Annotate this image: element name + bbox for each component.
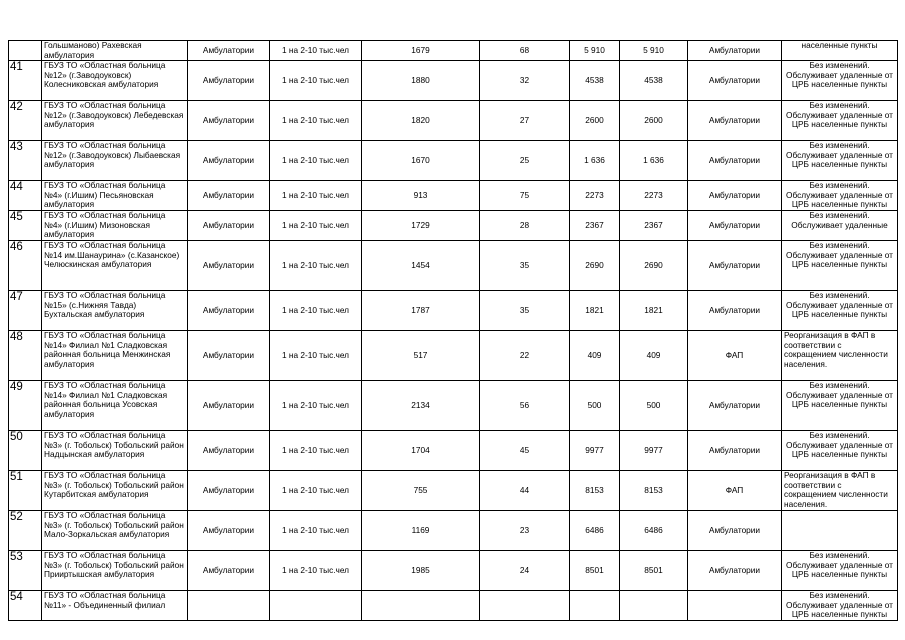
norm-cell: 1 на 2-10 тыс.чел — [270, 101, 362, 141]
value-1-cell: 8153 — [570, 471, 620, 511]
table-row — [9, 471, 898, 511]
facility-type-cell: Амбулатории — [188, 331, 270, 381]
distance-cell: 35 — [480, 241, 570, 291]
value-1-cell: 1 636 — [570, 141, 620, 181]
norm-cell: 1 на 2-10 тыс.чел — [270, 141, 362, 181]
distance-cell — [480, 591, 570, 621]
organization-cell: ГБУЗ ТО «Областная больница №12» (г.Заводоуковск) Лыбаевская амбулатория — [42, 141, 188, 181]
new-type-cell: Амбулатории — [688, 431, 782, 471]
facility-type-cell: Амбулатории — [188, 211, 270, 241]
value-2-cell: 5 910 — [620, 41, 688, 61]
facility-type-cell: Амбулатории — [188, 41, 270, 61]
organization-cell: ГБУЗ ТО «Областная больница №11» - Объединенный филиал — [42, 591, 188, 621]
norm-cell — [270, 591, 362, 621]
organization-cell: ГБУЗ ТО «Областная больница №3» (г. Тобольск) Тобольский район Прииртышская амбулатория — [42, 551, 188, 591]
population-cell — [362, 591, 480, 621]
table-row — [9, 41, 898, 61]
new-type-cell: ФАП — [688, 331, 782, 381]
row-number: 46 — [9, 241, 42, 291]
population-cell: 1729 — [362, 211, 480, 241]
value-2-cell: 2273 — [620, 181, 688, 211]
population-cell: 1454 — [362, 241, 480, 291]
note-cell: Реорганизация в ФАП в соответствии с сокращением численности населения. — [782, 331, 898, 381]
norm-cell: 1 на 2-10 тыс.чел — [270, 511, 362, 551]
population-cell: 1787 — [362, 291, 480, 331]
norm-cell: 1 на 2-10 тыс.чел — [270, 551, 362, 591]
norm-cell: 1 на 2-10 тыс.чел — [270, 41, 362, 61]
norm-cell: 1 на 2-10 тыс.чел — [270, 471, 362, 511]
row-number: 49 — [9, 381, 42, 431]
row-number — [9, 41, 42, 61]
organization-cell: ГБУЗ ТО «Областная больница №14 им.Шанаурина» (с.Казанское) Челюскинская амбулатория — [42, 241, 188, 291]
note-cell: Без изменений. Обслуживает удаленные от ЦРБ населенные пункты — [782, 181, 898, 211]
facility-type-cell: Амбулатории — [188, 431, 270, 471]
distance-cell: 23 — [480, 511, 570, 551]
note-cell: Без изменений. Обслуживает удаленные от ЦРБ населенные пункты — [782, 291, 898, 331]
table-row — [9, 331, 898, 381]
value-1-cell: 9977 — [570, 431, 620, 471]
value-2-cell: 2690 — [620, 241, 688, 291]
distance-cell: 27 — [480, 101, 570, 141]
new-type-cell: Амбулатории — [688, 141, 782, 181]
table-row — [9, 241, 898, 291]
note-cell: Реорганизация в ФАП в соответствии с сокращением численности населения. — [782, 471, 898, 511]
note-cell: Без изменений. Обслуживает удаленные от ЦРБ населенные пункты — [782, 381, 898, 431]
population-cell: 755 — [362, 471, 480, 511]
new-type-cell: Амбулатории — [688, 181, 782, 211]
new-type-cell: Амбулатории — [688, 211, 782, 241]
norm-cell: 1 на 2-10 тыс.чел — [270, 291, 362, 331]
facility-type-cell: Амбулатории — [188, 381, 270, 431]
note-cell: Без изменений. Обслуживает удаленные от ЦРБ населенные пункты — [782, 101, 898, 141]
note-cell: Без изменений. Обслуживает удаленные от ЦРБ населенные пункты — [782, 551, 898, 591]
value-1-cell: 2690 — [570, 241, 620, 291]
value-2-cell: 6486 — [620, 511, 688, 551]
row-number: 53 — [9, 551, 42, 591]
organization-cell: ГБУЗ ТО «Областная больница №12» (г.Заводоуковск) Колесниковская амбулатория — [42, 61, 188, 101]
distance-cell: 28 — [480, 211, 570, 241]
distance-cell: 45 — [480, 431, 570, 471]
facility-type-cell: Амбулатории — [188, 181, 270, 211]
distance-cell: 68 — [480, 41, 570, 61]
facility-type-cell: Амбулатории — [188, 241, 270, 291]
value-1-cell: 6486 — [570, 511, 620, 551]
new-type-cell: Амбулатории — [688, 291, 782, 331]
row-number: 50 — [9, 431, 42, 471]
distance-cell: 32 — [480, 61, 570, 101]
value-2-cell: 8501 — [620, 551, 688, 591]
norm-cell: 1 на 2-10 тыс.чел — [270, 431, 362, 471]
table-row — [9, 291, 898, 331]
distance-cell: 75 — [480, 181, 570, 211]
new-type-cell: Амбулатории — [688, 551, 782, 591]
population-cell: 1985 — [362, 551, 480, 591]
row-number: 45 — [9, 211, 42, 241]
facility-type-cell: Амбулатории — [188, 511, 270, 551]
distance-cell: 44 — [480, 471, 570, 511]
value-2-cell: 2600 — [620, 101, 688, 141]
table-row — [9, 431, 898, 471]
value-2-cell: 2367 — [620, 211, 688, 241]
norm-cell: 1 на 2-10 тыс.чел — [270, 241, 362, 291]
facility-type-cell: Амбулатории — [188, 291, 270, 331]
note-cell: Без изменений. Обслуживает удаленные от ЦРБ населенные пункты — [782, 141, 898, 181]
new-type-cell: Амбулатории — [688, 101, 782, 141]
population-cell: 2134 — [362, 381, 480, 431]
value-2-cell: 9977 — [620, 431, 688, 471]
organization-cell: ГБУЗ ТО «Областная больница №15» (с.Нижняя Тавда) Бухтальская амбулатория — [42, 291, 188, 331]
facility-type-cell: Амбулатории — [188, 141, 270, 181]
value-2-cell: 8153 — [620, 471, 688, 511]
norm-cell: 1 на 2-10 тыс.чел — [270, 61, 362, 101]
organization-cell: ГБУЗ ТО «Областная больница №4» (г.Ишим) Мизоновская амбулатория — [42, 211, 188, 241]
value-1-cell: 2273 — [570, 181, 620, 211]
new-type-cell: Амбулатории — [688, 381, 782, 431]
table-row — [9, 141, 898, 181]
value-1-cell: 2367 — [570, 211, 620, 241]
value-1-cell — [570, 591, 620, 621]
distance-cell: 35 — [480, 291, 570, 331]
norm-cell: 1 на 2-10 тыс.чел — [270, 211, 362, 241]
table-row — [9, 61, 898, 101]
table-row — [9, 101, 898, 141]
organization-cell: ГБУЗ ТО «Областная больница №14» Филиал №1 Сладковская районная больница Менжинская амбулатория — [42, 331, 188, 381]
new-type-cell: Амбулатории — [688, 511, 782, 551]
population-cell: 1169 — [362, 511, 480, 551]
organization-cell: ГБУЗ ТО «Областная больница №3» (г. Тобольск) Тобольский район Кутарбитская амбулатория — [42, 471, 188, 511]
row-number: 51 — [9, 471, 42, 511]
table-row — [9, 181, 898, 211]
table-row — [9, 211, 898, 241]
new-type-cell: ФАП — [688, 471, 782, 511]
distance-cell: 25 — [480, 141, 570, 181]
value-1-cell: 2600 — [570, 101, 620, 141]
facility-type-cell: Амбулатории — [188, 61, 270, 101]
note-cell: Без изменений. Обслуживает удаленные от ЦРБ населенные пункты — [782, 241, 898, 291]
table-row — [9, 511, 898, 551]
value-2-cell: 500 — [620, 381, 688, 431]
note-cell: Без изменений. Обслуживает удаленные от ЦРБ населенные пункты — [782, 431, 898, 471]
distance-cell: 56 — [480, 381, 570, 431]
population-cell: 913 — [362, 181, 480, 211]
facility-type-cell: Амбулатории — [188, 551, 270, 591]
organization-cell: Гольшманово) Рахевская амбулатория — [42, 41, 188, 61]
value-1-cell: 4538 — [570, 61, 620, 101]
row-number: 41 — [9, 61, 42, 101]
table-body — [9, 41, 898, 621]
value-2-cell: 1821 — [620, 291, 688, 331]
note-cell: населенные пункты — [782, 41, 898, 61]
facility-type-cell — [188, 591, 270, 621]
organization-cell: ГБУЗ ТО «Областная больница №3» (г. Тобольск) Тобольский район Надцынская амбулатория — [42, 431, 188, 471]
population-cell: 1704 — [362, 431, 480, 471]
row-number: 54 — [9, 591, 42, 621]
distance-cell: 24 — [480, 551, 570, 591]
distance-cell: 22 — [480, 331, 570, 381]
organization-cell: ГБУЗ ТО «Областная больница №3» (г. Тобольск) Тобольский район Мало-Зоркальская амбулатория — [42, 511, 188, 551]
row-number: 48 — [9, 331, 42, 381]
value-1-cell: 5 910 — [570, 41, 620, 61]
organization-cell: ГБУЗ ТО «Областная больница №12» (г.Заводоуковск) Лебедевская амбулатория — [42, 101, 188, 141]
note-cell: Без изменений. Обслуживает удаленные — [782, 211, 898, 241]
norm-cell: 1 на 2-10 тыс.чел — [270, 181, 362, 211]
document-table — [8, 40, 898, 621]
value-2-cell: 1 636 — [620, 141, 688, 181]
new-type-cell: Амбулатории — [688, 61, 782, 101]
facility-type-cell: Амбулатории — [188, 471, 270, 511]
norm-cell: 1 на 2-10 тыс.чел — [270, 381, 362, 431]
population-cell: 1820 — [362, 101, 480, 141]
value-1-cell: 1821 — [570, 291, 620, 331]
organization-cell: ГБУЗ ТО «Областная больница №4» (г.Ишим) Песьяновская амбулатория — [42, 181, 188, 211]
row-number: 43 — [9, 141, 42, 181]
note-cell — [782, 511, 898, 551]
value-1-cell: 409 — [570, 331, 620, 381]
population-cell: 517 — [362, 331, 480, 381]
facility-type-cell: Амбулатории — [188, 101, 270, 141]
new-type-cell — [688, 591, 782, 621]
table-row — [9, 591, 898, 621]
population-cell: 1880 — [362, 61, 480, 101]
note-cell: Без изменений. Обслуживает удаленные от ЦРБ населенные пункты — [782, 61, 898, 101]
value-2-cell — [620, 591, 688, 621]
table-row — [9, 381, 898, 431]
row-number: 42 — [9, 101, 42, 141]
value-2-cell: 409 — [620, 331, 688, 381]
population-cell: 1679 — [362, 41, 480, 61]
row-number: 47 — [9, 291, 42, 331]
norm-cell: 1 на 2-10 тыс.чел — [270, 331, 362, 381]
row-number: 44 — [9, 181, 42, 211]
value-1-cell: 500 — [570, 381, 620, 431]
population-cell: 1670 — [362, 141, 480, 181]
organization-cell: ГБУЗ ТО «Областная больница №14» Филиал №1 Сладковская районная больница Усовская амбулатория — [42, 381, 188, 431]
table-row — [9, 551, 898, 591]
row-number: 52 — [9, 511, 42, 551]
new-type-cell: Амбулатории — [688, 241, 782, 291]
value-2-cell: 4538 — [620, 61, 688, 101]
new-type-cell: Амбулатории — [688, 41, 782, 61]
note-cell: Без изменений. Обслуживает удаленные от ЦРБ населенные пункты — [782, 591, 898, 621]
value-1-cell: 8501 — [570, 551, 620, 591]
